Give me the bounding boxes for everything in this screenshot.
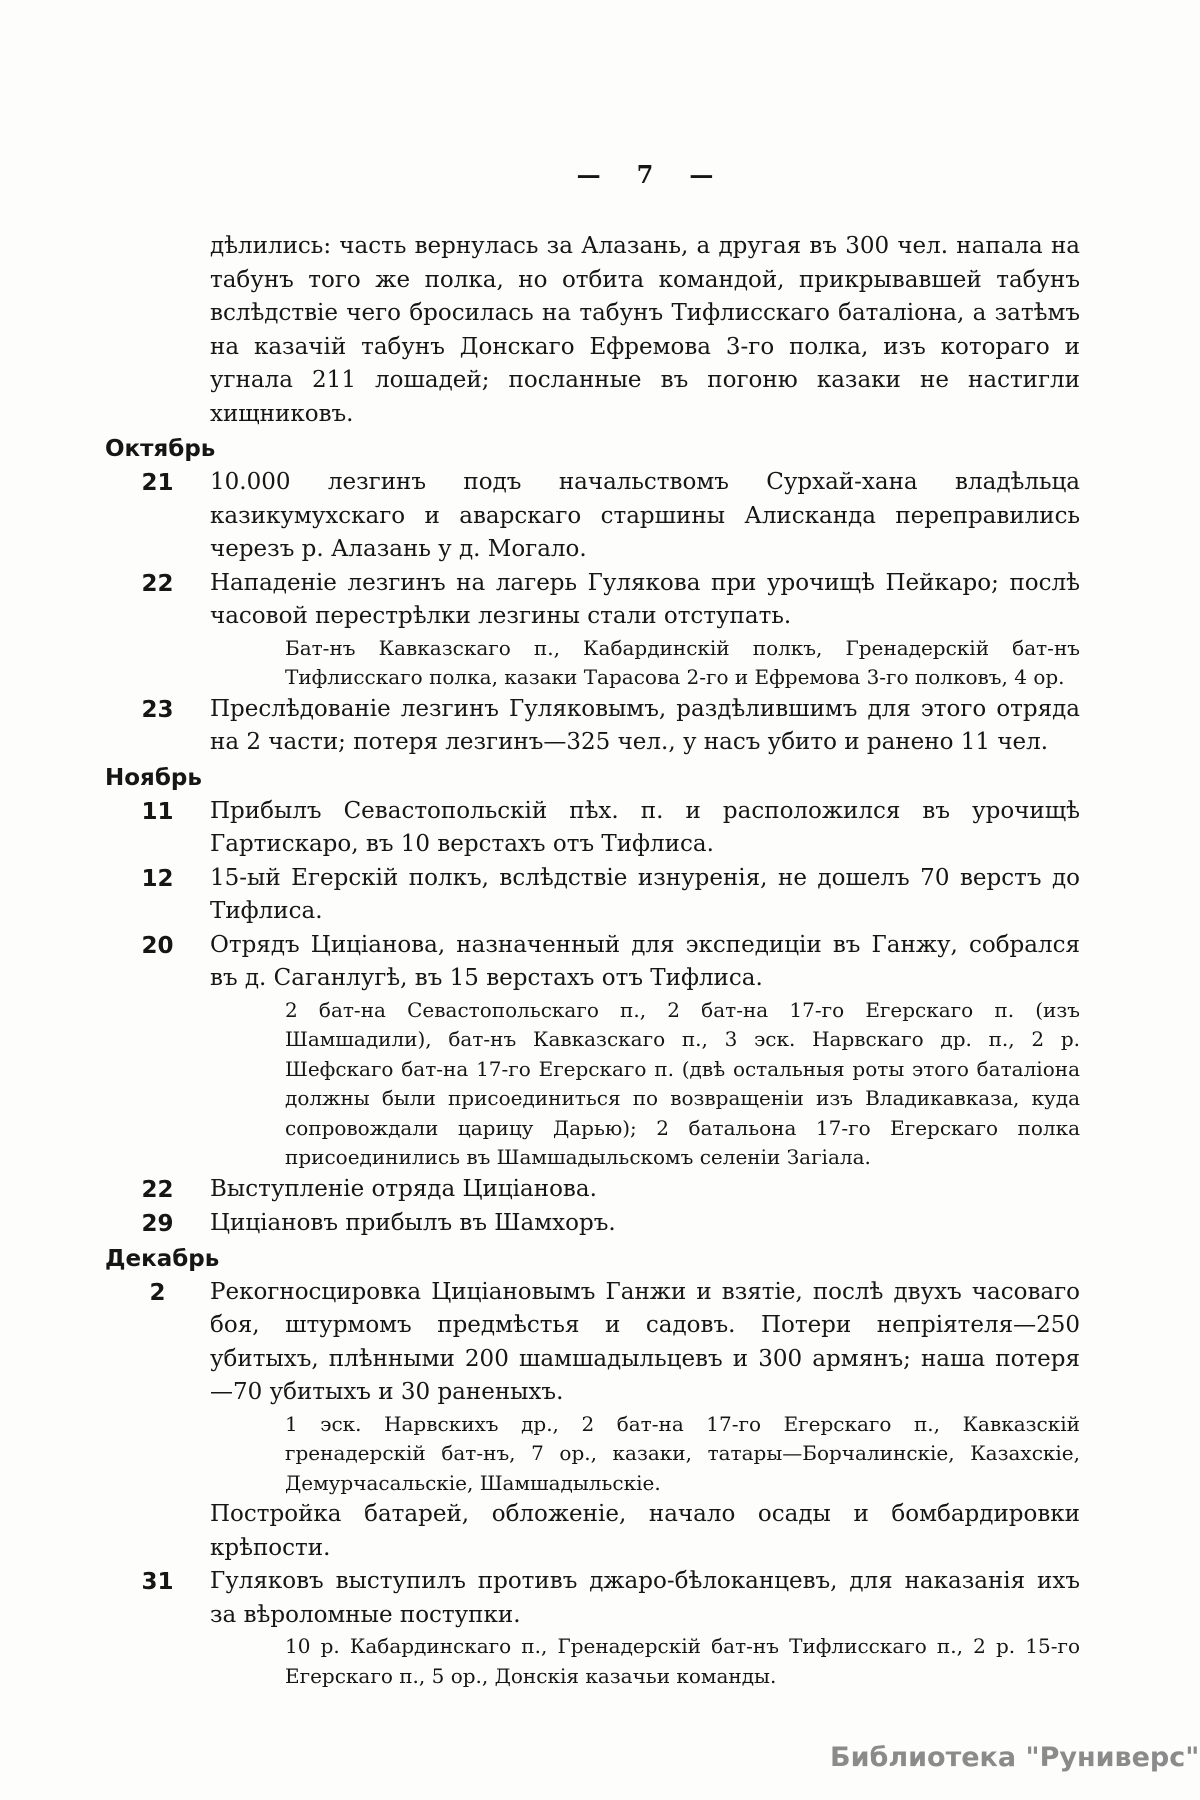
entry-day: 12 <box>141 865 174 892</box>
entry-text: Гуляковъ выступилъ противъ джаро-бѣлоканцевъ, для наказанія ихъ за вѣроломные поступки. <box>210 1568 1080 1628</box>
entry-day: 31 <box>141 1569 174 1595</box>
entry-text: Преслѣдованіе лезгинъ Гуляковымъ, раздѣлившимъ для этого отряда на 2 части; потеря лезгинъ—325 чел., у насъ убито и ранено 11 чел. <box>210 695 1080 755</box>
entry-row <box>105 795 1080 862</box>
entry-day: 23 <box>141 696 174 723</box>
month-section-december <box>105 1242 1080 1692</box>
entry-row <box>105 1565 1080 1691</box>
entry-text-block <box>210 795 1080 862</box>
entry-troops-note: Бат-нъ Кавказскаго п., Кабардинскій полкъ, Гренадерскій бат-нъ Тифлисскаго полка, казаки Тарасова 2-го и Ефремова 3-го полковъ, 4 ор. <box>285 635 1080 689</box>
entry-text: Выступленіе отряда Циціанова. <box>210 1175 597 1202</box>
entry-row <box>105 1276 1080 1566</box>
entry-troops-note: 2 бат-на Севастопольскаго п., 2 бат-на 17-го Егерскаго п. (изъ Шамшадили), бат-нъ Кавказскаго п., 3 эск. Нарвскаго др. п., 2 р. Шефскаго бат-на 17-го Егерскаго п. (двѣ остальныя роты этого баталіона должны были присоединиться по возвращеніи изъ Владикавказа, куда сопровождали царицу Дарью); 2 батальона 17-го Егерскаго полка присоединились въ Шамшадыльскомъ селеніи Загіала. <box>285 997 1080 1169</box>
entry-row <box>105 1207 1080 1241</box>
entry-text: Нападеніе лезгинъ на лагерь Гулякова при урочищѣ Пейкаро; послѣ часовой перестрѣлки лезгины стали отступать. <box>210 569 1080 629</box>
page-number-dash-right: — <box>689 160 714 189</box>
entry-row <box>105 929 1080 1173</box>
entry-extra-text: Постройка батарей, обложеніе, начало осады и бомбардировки крѣпости. <box>210 1501 1080 1561</box>
continuation-paragraph: дѣлились: часть вернулась за Алазань, а другая въ 300 чел. напала на табунъ того же полка, но отбита командой, прикрывавшей табунъ вслѣдствіе чего бросилась на табунъ Тифлисскаго баталіона, а затѣмъ на казачій табунъ Донскаго Ефремова 3-го полка, изъ котораго и угнала 211 лошадей; посланные въ погоню казаки не настигли хищниковъ. <box>210 233 1080 427</box>
entry-text-block <box>210 466 1080 567</box>
page-body <box>105 230 1080 1691</box>
entry-text: Прибылъ Севастопольскій пѣх. п. и расположился въ урочищѣ Гартискаро, въ 10 верстахъ отъ Тифлиса. <box>210 797 1080 857</box>
entry-text-block <box>210 862 1080 929</box>
entry-row <box>105 862 1080 929</box>
page-number-dash-left: — <box>576 160 601 189</box>
entry-text: Циціановъ прибылъ въ Шамхоръ. <box>210 1209 616 1236</box>
page-number-value: 7 <box>636 160 654 189</box>
entry-text: Рекогносцировка Циціановымъ Ганжи и взятіе, послѣ двухъ часоваго боя, штурмомъ предмѣстья и садовъ. Потери непріятеля—250 убитыхъ, плѣнными 200 шамшадыльцевъ и 300 армянъ; наша потеря—70 убитыхъ и 30 раненыхъ. <box>210 1278 1080 1405</box>
month-section-november <box>105 761 1080 1241</box>
entry-day: 21 <box>141 470 174 496</box>
entry-day: 2 <box>149 1279 166 1306</box>
entry-day: 11 <box>141 798 174 825</box>
entry-day: 20 <box>141 932 174 959</box>
entry-troops-note: 10 р. Кабардинскаго п., Гренадерскій бат-нъ Тифлисскаго п., 2 р. 15-го Егерскаго п., 5 ор., Донскія казачьи команды. <box>285 1634 1080 1688</box>
entry-day: 22 <box>141 1176 174 1203</box>
entry-day: 22 <box>141 570 174 597</box>
month-heading: Декабрь <box>105 1245 220 1272</box>
entry-text-block <box>210 1565 1080 1691</box>
entry-text-block <box>210 693 1080 760</box>
entry-text-block <box>210 929 1080 1173</box>
entry-text: 10.000 лезгинъ подъ начальствомъ Сурхай-хана владѣльца казикумухскаго и аварскаго старшины Алисканда переправились черезъ р. Алазань у д. Могало. <box>210 469 1080 562</box>
entry-row <box>105 693 1080 760</box>
library-watermark: Библиотека "Руниверс" <box>830 1742 1200 1773</box>
page-number <box>210 160 1080 189</box>
month-heading: Ноябрь <box>105 764 202 791</box>
entry-text: Отрядъ Циціанова, назначенный для экспедиціи въ Ганжу, собрался въ д. Саганлугѣ, въ 15 верстахъ отъ Тифлиса. <box>210 931 1080 991</box>
entry-row <box>105 567 1080 693</box>
entry-text-block <box>210 1276 1080 1566</box>
entry-text-block <box>210 567 1080 693</box>
entry-text-block <box>210 1173 1080 1207</box>
entry-troops-note: 1 эск. Нарвскихъ др., 2 бат-на 17-го Егерскаго п., Кавказскій гренадерскій бат-нъ, 7 ор., казаки, татары—Борчалинскіе, Казахскіе, Демурчасальскіе, Шамшадыльскіе. <box>285 1411 1080 1495</box>
entry-row <box>105 1173 1080 1207</box>
entry-text: 15-ый Егерскій полкъ, вслѣдствіе изнуренія, не дошелъ 70 верстъ до Тифлиса. <box>210 864 1080 924</box>
month-heading: Октябрь <box>105 436 216 462</box>
entry-row <box>105 466 1080 567</box>
entry-day: 29 <box>141 1210 174 1237</box>
entry-text-block <box>210 1207 1080 1241</box>
month-section-october <box>105 432 1080 760</box>
